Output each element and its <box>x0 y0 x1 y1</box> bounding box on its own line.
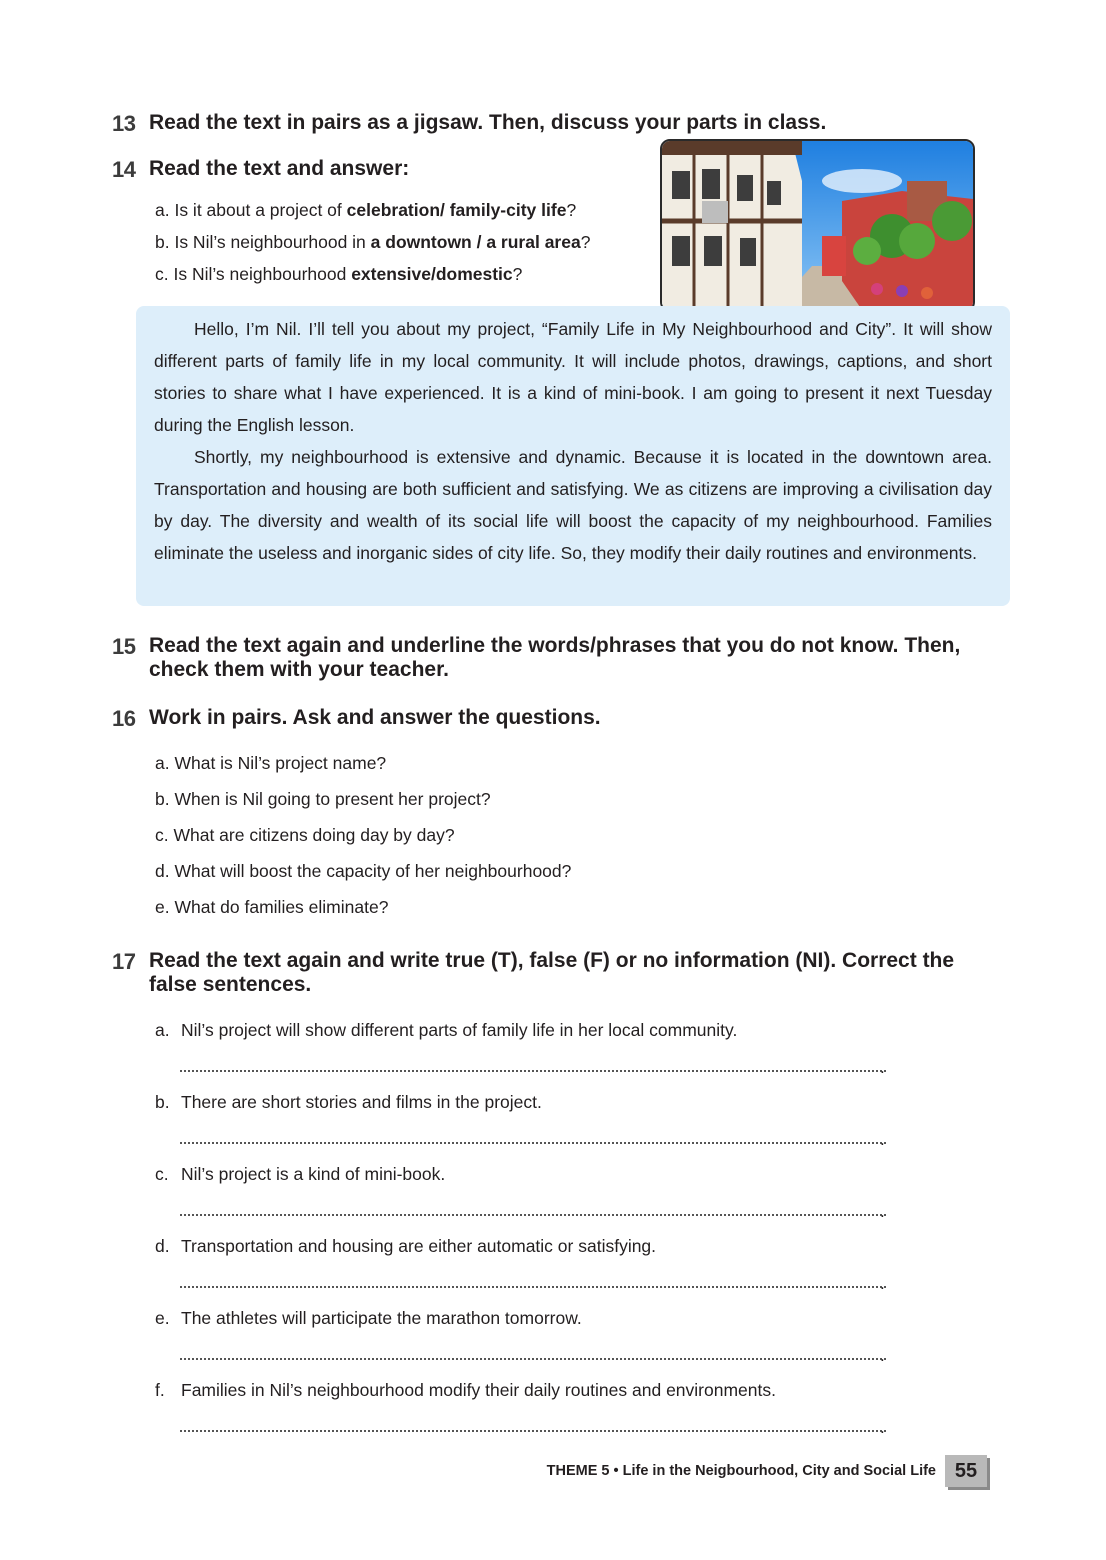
page-number: 55 <box>945 1455 987 1487</box>
exercise-16-question-b: b. When is Nil going to present her project? <box>155 789 491 809</box>
exercise-15-number: 15 <box>112 634 136 659</box>
reading-paragraph-1: Hello, I’m Nil. I’ll tell you about my project, “Family Life in My Neighbourhood and City”. It will show different parts of family life in my local community. It will include photos, drawings, captions, and short stories to share what I have experienced. It is a kind of mini-book. I am going to present it next Tuesday during the English lesson. <box>154 319 992 435</box>
exercise-13-number: 13 <box>112 111 136 136</box>
exercise-16-question-e: e. What do families eliminate? <box>155 897 389 917</box>
statement-b: b. There are short stories and films in the project. <box>155 1092 542 1112</box>
exercise-14-question-c: c. Is Nil’s neighbourhood extensive/domestic? <box>155 264 523 284</box>
exercise-17-number: 17 <box>112 949 136 974</box>
answer-line-end-c: . <box>880 1202 885 1221</box>
exercise-16-question-c: c. What are citizens doing day by day? <box>155 825 455 845</box>
answer-line-c[interactable] <box>180 1212 886 1216</box>
exercise-14-question-a: a. Is it about a project of celebration/ family-city life? <box>155 200 577 220</box>
answer-line-end-e: . <box>880 1346 885 1365</box>
answer-line-end-f: . <box>880 1418 885 1437</box>
statement-f: f. Families in Nil’s neighbourhood modify their daily routines and environments. <box>155 1380 776 1400</box>
exercise-14-instruction: Read the text and answer: <box>149 157 410 180</box>
footer-theme-title: THEME 5 • Life in the Neigbourhood, City and Social Life <box>546 1463 936 1479</box>
statement-c: c. Nil’s project is a kind of mini-book. <box>155 1164 446 1184</box>
answer-line-d[interactable] <box>180 1284 886 1288</box>
answer-line-b[interactable] <box>180 1140 886 1144</box>
exercise-15-instruction: Read the text again and underline the words/phrases that you do not know. Then, check them with your teacher. <box>149 634 961 681</box>
exercise-16-question-d: d. What will boost the capacity of her neighbourhood? <box>155 861 572 881</box>
answer-line-e[interactable] <box>180 1356 886 1360</box>
answer-line-f[interactable] <box>180 1428 886 1432</box>
exercise-16-question-a: a. What is Nil’s project name? <box>155 753 387 773</box>
exercise-16-instruction: Work in pairs. Ask and answer the questions. <box>149 706 601 729</box>
exercise-17-instruction: Read the text again and write true (T), false (F) or no information (NI). Correct the false sentences. <box>149 949 955 996</box>
answer-line-end-d: . <box>880 1274 885 1293</box>
exercise-14-question-b: b. Is Nil’s neighbourhood in a downtown / a rural area? <box>155 232 591 252</box>
reading-paragraph-2: Shortly, my neighbourhood is extensive and dynamic. Because it is located in the downtown area. Transportation and housing are both sufficient and satisfying. We as citizens are improving a civilisation day by day. The diversity and wealth of its social life will boost the capacity of my neighbourhood. Families eliminate the useless and inorganic sides of city life. So, they modify their daily routines and environments. <box>154 447 992 563</box>
exercise-16-number: 16 <box>112 706 136 731</box>
statement-d: d. Transportation and housing are either automatic or satisfying. <box>155 1236 657 1256</box>
answer-line-a[interactable] <box>180 1068 886 1072</box>
answer-line-end-a: . <box>880 1058 885 1077</box>
statement-a: a. Nil’s project will show different parts of family life in her local community. <box>155 1020 738 1040</box>
answer-line-end-b: . <box>880 1130 885 1149</box>
exercise-13-instruction: Read the text in pairs as a jigsaw. Then, discuss your parts in class. <box>149 111 827 134</box>
statement-e: e. The athletes will participate the marathon tomorrow. <box>155 1308 582 1328</box>
exercise-14-number: 14 <box>112 157 136 182</box>
neighbourhood-street-photo <box>660 139 975 312</box>
